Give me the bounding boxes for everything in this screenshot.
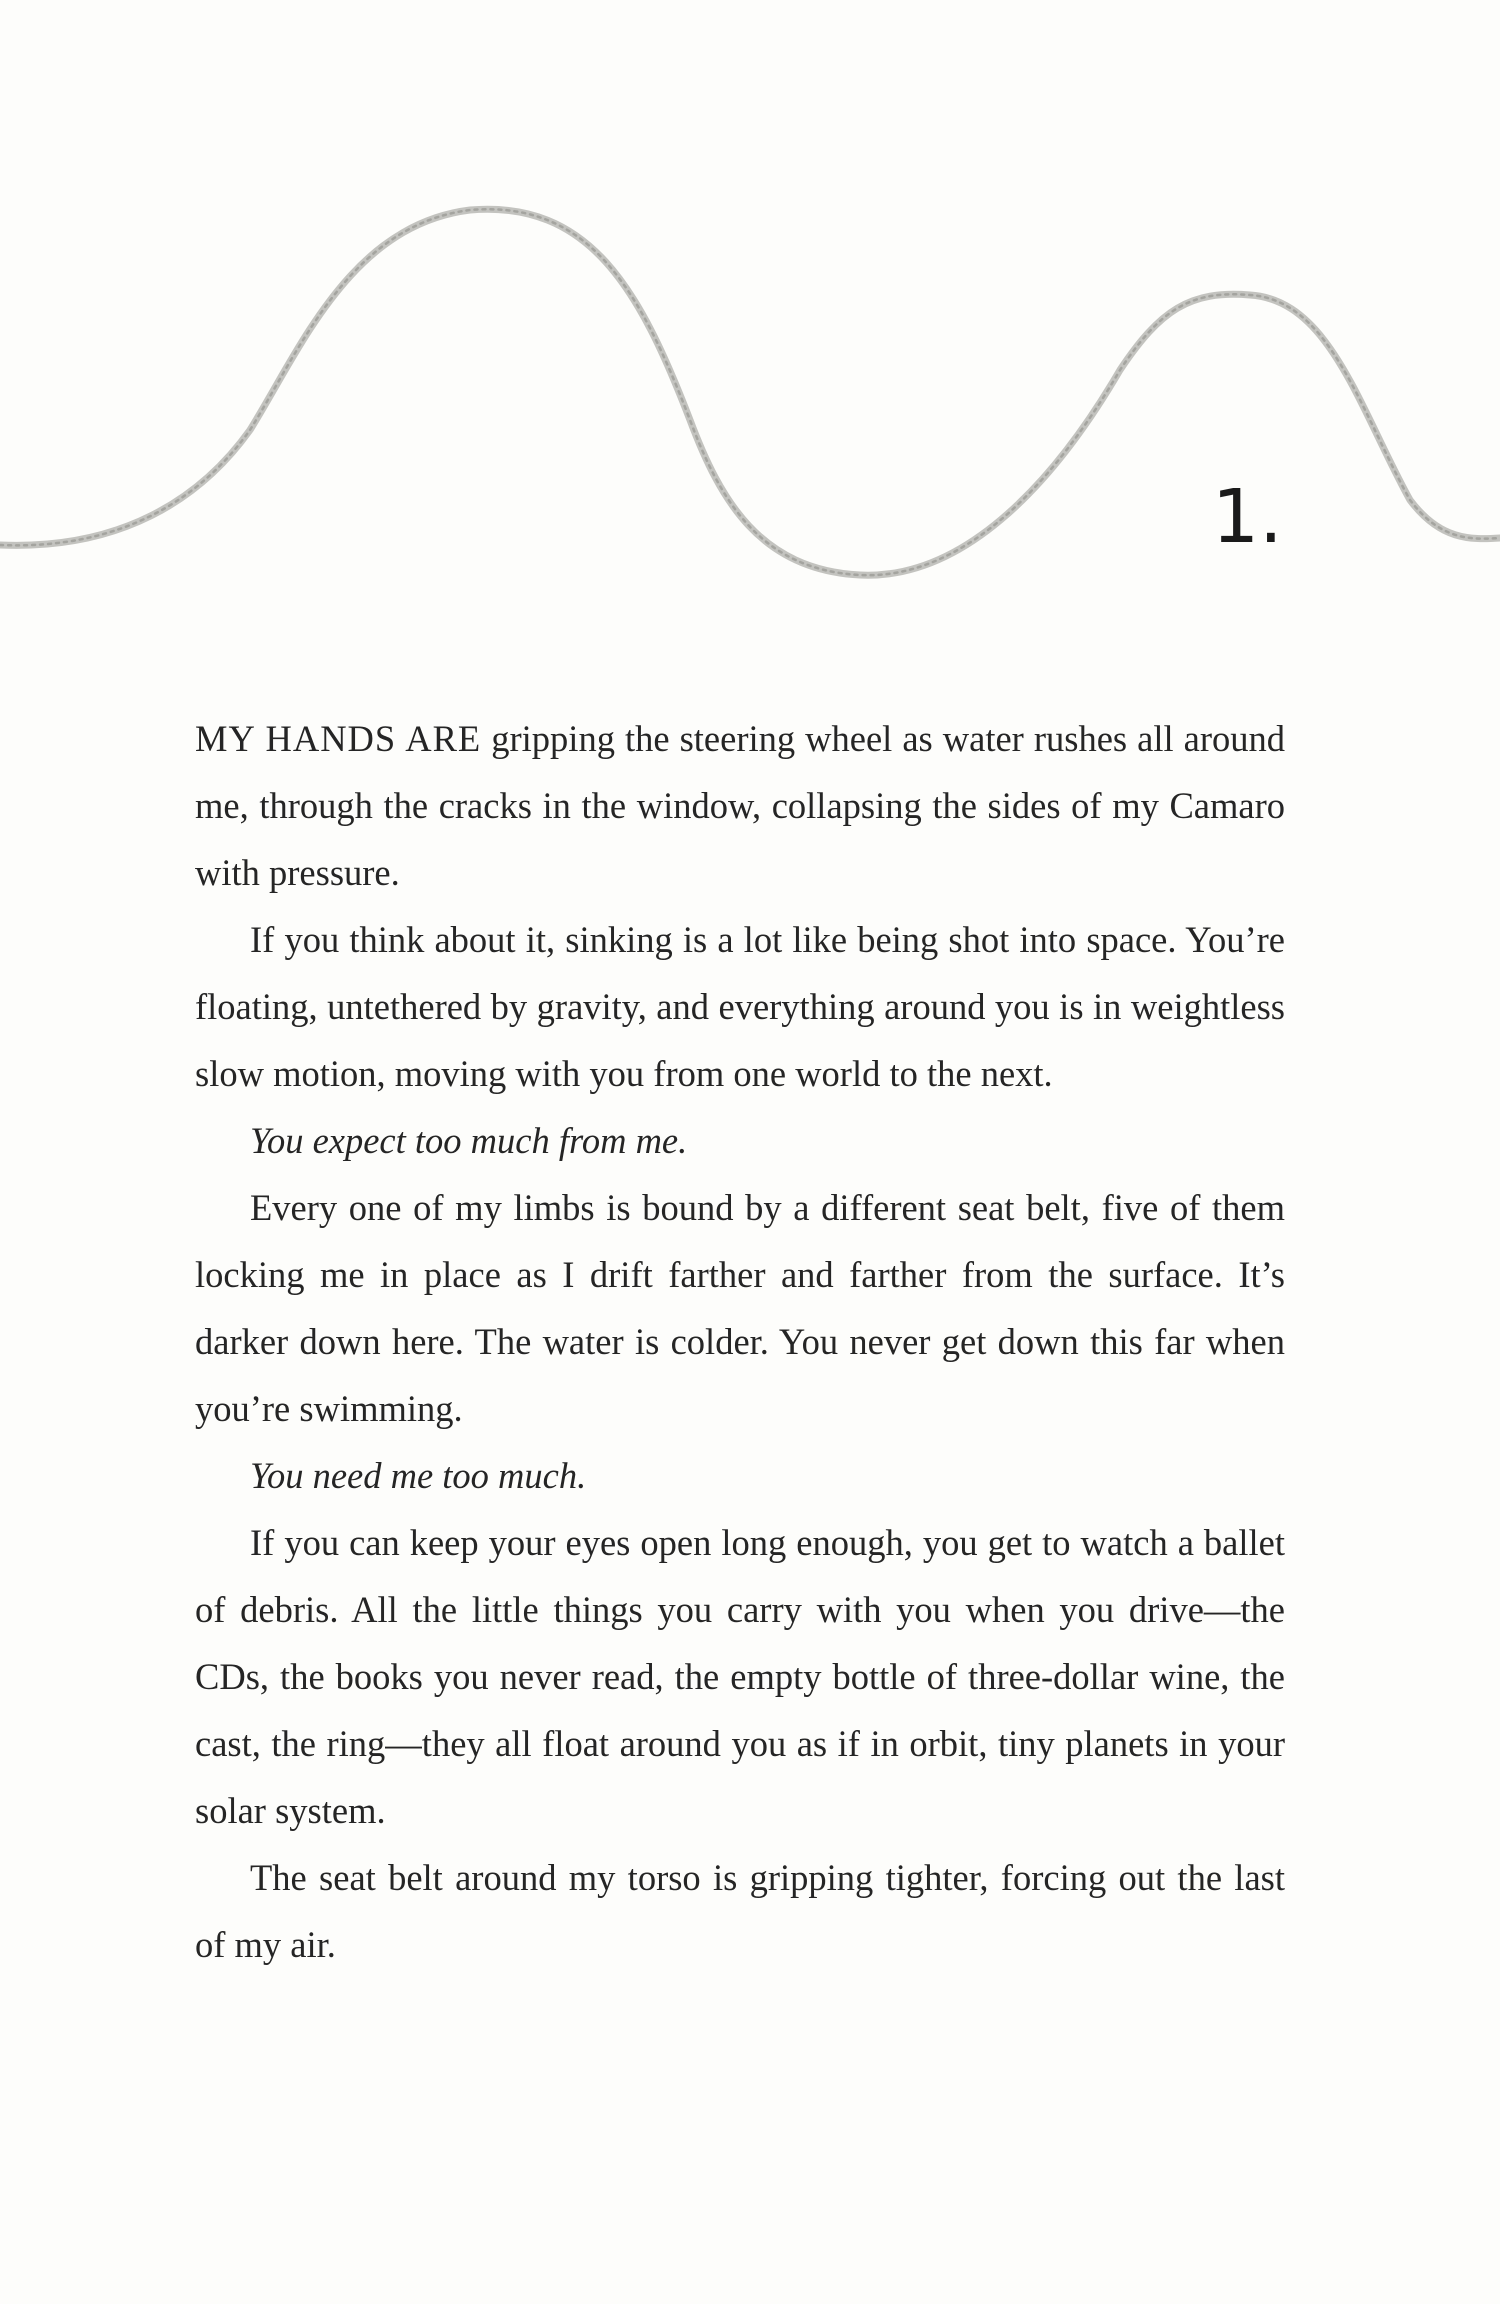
lead-in-caps: MY HANDS ARE (195, 718, 482, 759)
paragraph-5: The seat belt around my torso is gripping tighter, forcing out the last of my air. (195, 1857, 1285, 1965)
paragraph-2: If you think about it, sinking is a lot like being shot into space. You’re floating, untethered by gravity, and everything around you is in weightless slow motion, moving with you from one world to the next. (195, 919, 1285, 1094)
paragraph-3: Every one of my limbs is bound by a different seat belt, five of them locking me in place as I drift farther and farther from the surface. It’s darker down here. The water is colder. You never get down this far when you’re swimming. (195, 1187, 1285, 1429)
italic-line-2: You need me too much. (250, 1455, 587, 1496)
paragraph-1 (195, 705, 1285, 906)
chapter-number: 1. (1212, 474, 1283, 560)
chapter-body (195, 705, 1285, 1978)
paragraph-4: If you can keep your eyes open long enough, you get to watch a ballet of debris. All the little things you carry with you when you drive—the CDs, the books you never read, the empty bottle of three-dollar wine, the cast, the ring—they all float around you as if in orbit, tiny planets in your solar system. (195, 1522, 1285, 1831)
italic-line-1: You expect too much from me. (250, 1120, 688, 1161)
paragraph-1-text: gripping the steering wheel as water rushes all around me, through the cracks in the window, collapsing the sides of my Camaro with pressure. (195, 718, 1285, 893)
